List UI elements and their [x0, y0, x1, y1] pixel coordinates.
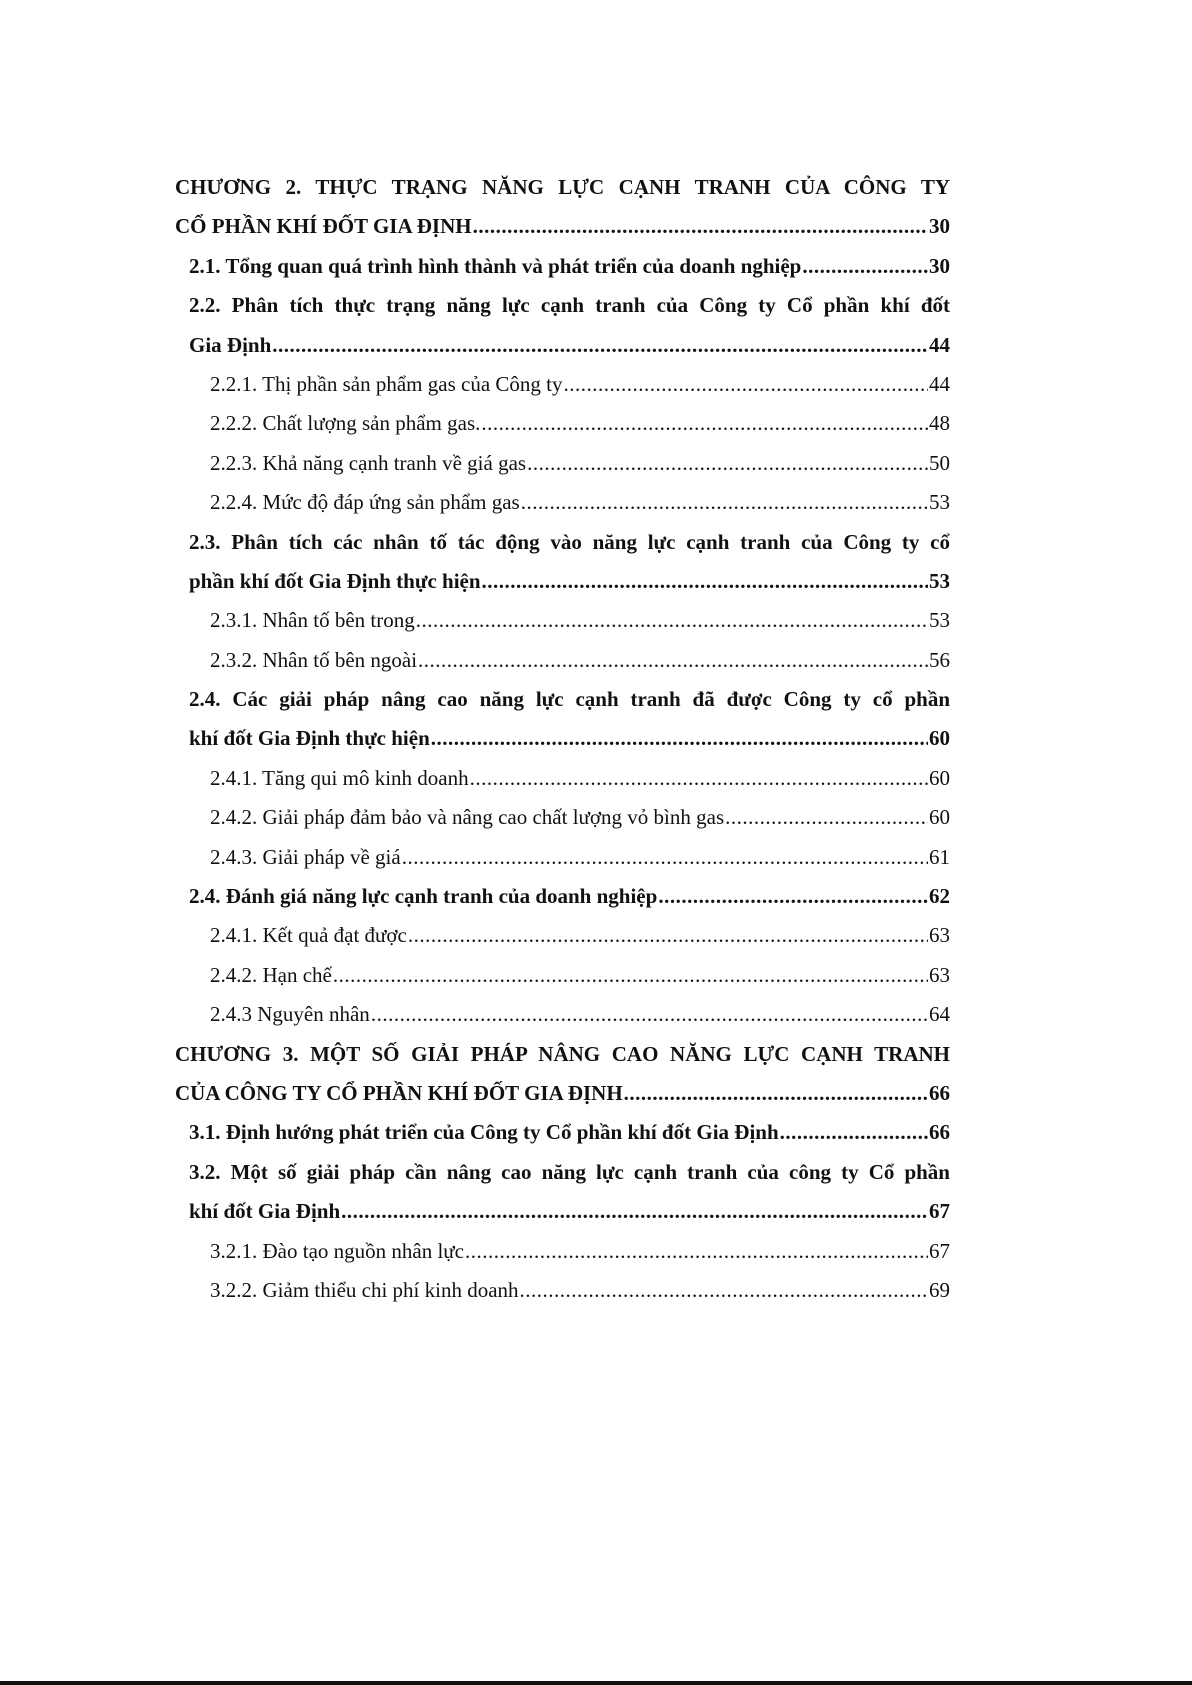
toc-leader-dots: [333, 956, 928, 995]
toc-page-number: 67: [929, 1238, 950, 1263]
toc-leader-dots: [470, 759, 928, 798]
toc-page-number: 53: [929, 490, 950, 515]
toc-page-number: 63: [929, 962, 950, 987]
toc-page-number: 53: [929, 568, 950, 593]
toc-page-number: 66: [929, 1120, 950, 1145]
toc-leader-dots: [527, 444, 928, 483]
toc-sub-3-2-1[interactable]: [175, 1232, 950, 1271]
toc-section-2-3-cont[interactable]: [175, 562, 950, 601]
toc-section-2-4-cont[interactable]: [175, 719, 950, 758]
toc-entry-text: khí đốt Gia Định: [189, 1199, 341, 1224]
toc-page-number: 30: [929, 214, 950, 239]
toc-entry-text: 2.4.1. Kết quả đạt được: [210, 923, 407, 948]
toc-leader-dots: [481, 404, 928, 443]
toc-leader-dots: [402, 838, 928, 877]
toc-section-2-3-title[interactable]: 2.3. Phân tích các nhân tố tác động vào năng lực cạnh tranh của Công ty cổ: [189, 529, 950, 554]
toc-leader-dots: [465, 1232, 928, 1271]
toc-entry-text: Gia Định: [189, 332, 272, 357]
toc-chapter-2-title[interactable]: CHƯƠNG 2. THỰC TRẠNG NĂNG LỰC CẠNH TRANH CỦA CÔNG TY: [175, 175, 950, 199]
toc-leader-dots: [658, 877, 928, 916]
toc-entry-text: 2.2.4. Mức độ đáp ứng sản phẩm gas: [210, 490, 520, 515]
toc-leader-dots: [624, 1074, 928, 1113]
toc-section-2-2-cont[interactable]: [175, 326, 950, 365]
toc-page-number: 53: [929, 608, 950, 633]
toc-entry-text: phần khí đốt Gia Định thực hiện: [189, 568, 481, 593]
toc-entry-text: 2.4. Đánh giá năng lực cạnh tranh của doanh nghiệp: [189, 884, 658, 909]
toc-page-number: 30: [929, 253, 950, 278]
toc-entry-text: khí đốt Gia Định thực hiện: [189, 726, 430, 751]
toc-entry-text: 2.2.1. Thị phần sản phẩm gas của Công ty: [210, 371, 563, 396]
toc-leader-dots: [482, 562, 928, 601]
toc-page-number: 66: [929, 1080, 950, 1105]
toc-page-number: 63: [929, 923, 950, 948]
toc-page-number: 64: [929, 1002, 950, 1027]
toc-leader-dots: [725, 798, 928, 837]
toc-sub-2-4-1-ket-qua[interactable]: [175, 916, 950, 955]
toc-sub-2-4-2[interactable]: [175, 798, 950, 837]
toc-entry-text: 2.3.2. Nhân tố bên ngoài: [210, 647, 418, 672]
toc-page-number: 44: [929, 371, 950, 396]
toc-leader-dots: [802, 247, 928, 286]
toc-sub-2-3-1[interactable]: [175, 601, 950, 640]
toc-sub-2-2-3[interactable]: [175, 444, 950, 483]
toc-section-2-4-title[interactable]: 2.4. Các giải pháp nâng cao năng lực cạnh tranh đã được Công ty cổ phần: [189, 687, 950, 712]
toc-section-3-2-title[interactable]: 3.2. Một số giải pháp cần nâng cao năng lực cạnh tranh của công ty Cổ phần: [189, 1159, 950, 1184]
toc-entry-text: 2.4.2. Hạn chế: [210, 962, 332, 987]
table-of-contents: [175, 168, 950, 1310]
toc-section-2-2-title[interactable]: 2.2. Phân tích thực trạng năng lực cạnh tranh của Công ty Cổ phần khí đốt: [189, 293, 950, 318]
toc-page-number: 56: [929, 647, 950, 672]
toc-chapter-3-cont[interactable]: [175, 1074, 950, 1113]
toc-page-number: 69: [929, 1277, 950, 1302]
page-bottom-border: [0, 1681, 1192, 1685]
toc-sub-2-3-2[interactable]: [175, 641, 950, 680]
toc-page-number: 60: [929, 805, 950, 830]
toc-sub-2-2-1[interactable]: [175, 365, 950, 404]
toc-leader-dots: [272, 326, 928, 365]
toc-leader-dots: [431, 719, 928, 758]
toc-chapter-2-cont[interactable]: [175, 207, 950, 246]
toc-sub-2-2-4[interactable]: [175, 483, 950, 522]
toc-leader-dots: [408, 916, 928, 955]
toc-entry-text: 2.4.3 Nguyên nhân: [210, 1002, 370, 1027]
toc-entry-text: 3.1. Định hướng phát triển của Công ty Cổ phần khí đốt Gia Định: [189, 1120, 779, 1145]
toc-page-number: 60: [929, 726, 950, 751]
toc-sub-2-2-2[interactable]: [175, 404, 950, 443]
toc-page-number: 44: [929, 332, 950, 357]
toc-leader-dots: [418, 641, 928, 680]
toc-leader-dots: [521, 483, 928, 522]
toc-chapter-3-title[interactable]: CHƯƠNG 3. MỘT SỐ GIẢI PHÁP NÂNG CAO NĂNG LỰC CẠNH TRANH: [175, 1041, 950, 1066]
toc-leader-dots: [563, 365, 928, 404]
toc-sub-2-4-2-han-che[interactable]: [175, 956, 950, 995]
toc-page-number: 61: [929, 844, 950, 869]
toc-sub-2-4-3[interactable]: [175, 838, 950, 877]
toc-page-number: 50: [929, 450, 950, 475]
toc-entry-text: 3.2.2. Giảm thiểu chi phí kinh doanh: [210, 1277, 519, 1302]
toc-sub-2-4-3-nguyen-nhan[interactable]: [175, 995, 950, 1034]
toc-entry-text: 2.4.3. Giải pháp về giá: [210, 844, 401, 869]
toc-entry-text: 2.2.2. Chất lượng sản phẩm gas.: [210, 411, 481, 436]
toc-entry-text: 2.4.1. Tăng qui mô kinh doanh: [210, 765, 469, 790]
toc-entry-text: 2.4.2. Giải pháp đảm bảo và nâng cao chất lượng vỏ bình gas: [210, 805, 725, 830]
toc-leader-dots: [780, 1113, 928, 1152]
toc-page-number: 48: [929, 411, 950, 436]
toc-section-3-2-cont[interactable]: [175, 1192, 950, 1231]
toc-entry-text: CỦA CÔNG TY CỔ PHẦN KHÍ ĐỐT GIA ĐỊNH: [175, 1080, 623, 1105]
toc-entry-text: CỔ PHẦN KHÍ ĐỐT GIA ĐỊNH: [175, 214, 472, 239]
toc-leader-dots: [520, 1271, 928, 1310]
toc-entry-text: 3.2.1. Đào tạo nguồn nhân lực: [210, 1238, 464, 1263]
toc-page-number: 67: [929, 1199, 950, 1224]
toc-entry-text: 2.2.3. Khả năng cạnh tranh về giá gas: [210, 450, 527, 475]
toc-entry-text: 2.1. Tổng quan quá trình hình thành và phát triển của doanh nghiệp: [189, 253, 802, 278]
toc-entry-text: 2.3.1. Nhân tố bên trong: [210, 608, 415, 633]
toc-section-2-1[interactable]: [175, 247, 950, 286]
toc-leader-dots: [371, 995, 928, 1034]
toc-page-number: 60: [929, 765, 950, 790]
toc-sub-3-2-2[interactable]: [175, 1271, 950, 1310]
toc-sub-2-4-1[interactable]: [175, 759, 950, 798]
toc-section-3-1[interactable]: [175, 1113, 950, 1152]
toc-leader-dots: [473, 207, 928, 246]
toc-section-2-4-danh-gia[interactable]: [175, 877, 950, 916]
toc-page-number: 62: [929, 884, 950, 909]
toc-leader-dots: [416, 601, 928, 640]
toc-leader-dots: [341, 1192, 928, 1231]
